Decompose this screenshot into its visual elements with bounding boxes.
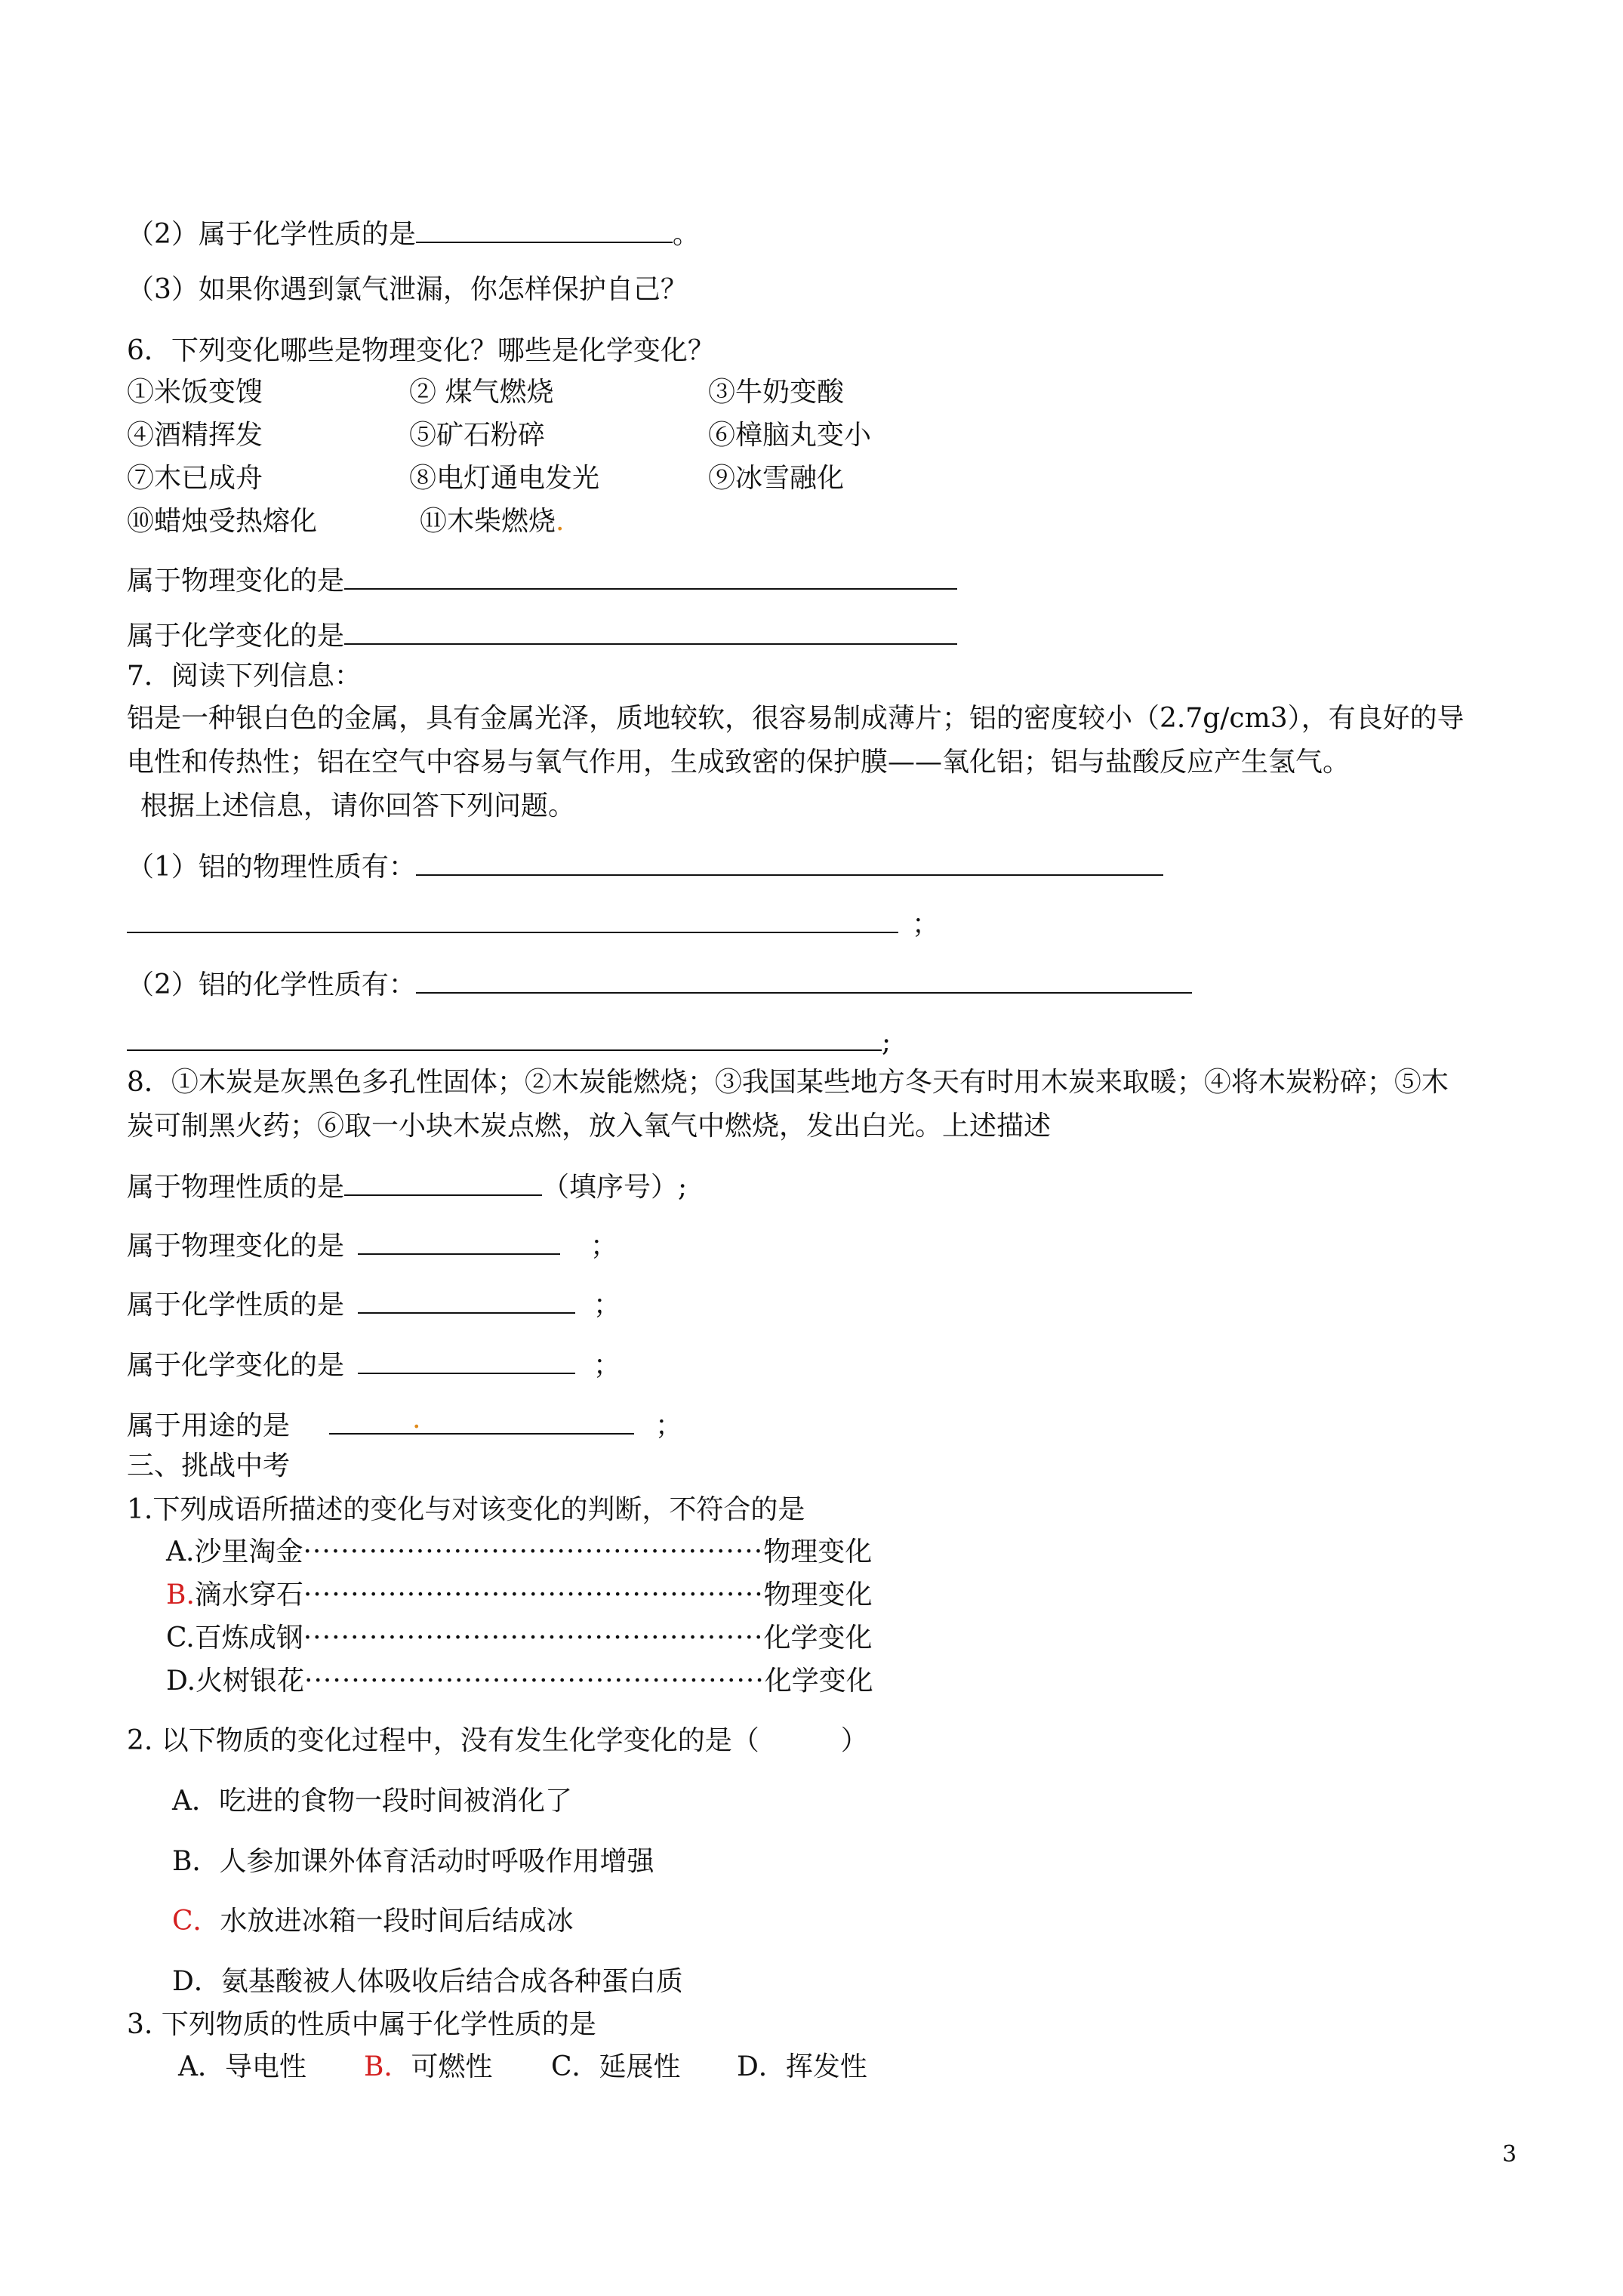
s3-q3-title: 3. 下列物质的性质中属于化学性质的是 [127,2009,596,2040]
s3-q1-option: A.沙里淘金·················································物理变化 [166,1536,873,1567]
q5-line-3: （3）如果你遇到氯气泄漏，你怎样保护自己？ [127,274,688,305]
s3-q3-option: C．延展性 [551,2051,681,2082]
q7-answer-1: （1）铝的物理性质有： [127,849,1163,884]
answer-blank[interactable] [358,1347,575,1374]
answer-blank[interactable] [358,1228,560,1255]
q6-chemical-answer: 属于化学变化的是 [127,618,957,653]
s3-q3-option: D．挥发性 [737,2051,867,2082]
s3-q1-option: D.火树银花·················································化学变化 [166,1666,873,1697]
answer-blank[interactable] [127,906,898,933]
q6-item: ⑤矿石粉碎 [409,420,546,451]
answer-blank[interactable] [416,849,1163,876]
q6-item: ⑪木柴燃烧. [420,506,565,537]
q6-item: ⑥樟脑丸变小 [708,420,872,451]
q7-title: 7．阅读下列信息： [127,661,362,692]
page-number: 3 [1502,2141,1517,2168]
q6-physical-answer: 属于物理变化的是 [127,562,957,598]
s3-q2-option: A．吃进的食物一段时间被消化了 [172,1786,573,1817]
answer-blank[interactable] [344,562,957,590]
answer-blank[interactable] [344,618,957,645]
q8-chemical-change: 属于化学变化的是 ； [127,1347,621,1382]
q8-line: 炭可制黑火药；⑥取一小块木炭点燃，放入氧气中燃烧，发出白光。上述描述 [127,1111,1052,1142]
q8-line: 8．①木炭是灰黑色多孔性固体；②木炭能燃烧；③我国某些地方冬天有时用木炭来取暖；④将木炭粉碎；⑤木 [127,1067,1449,1098]
answer-blank[interactable]: . [329,1407,634,1435]
q7-answer-1-cont: ； [127,906,939,942]
q7-answer-2: （2）铝的化学性质有： [127,966,1192,1002]
answer-blank[interactable] [358,1287,575,1314]
q8-usage: 属于用途的是 . ； [127,1404,683,1441]
answer-blank[interactable] [416,966,1192,994]
s3-q2-option: D．氨基酸被人体吸收后结合成各种蛋白质 [172,1966,683,1997]
s3-q3-option: B．可燃性 [364,2051,493,2082]
q8-physical-property: 属于物理性质的是 （填序号）; [127,1169,687,1204]
answer-blank[interactable] [416,216,673,243]
q5-line-2: （2）属于化学性质的是 。 [127,216,700,251]
section-3-title: 三、挑战中考 [127,1450,291,1481]
q7-paragraph-line: 电性和传热性；铝在空气中容易与氧气作用，生成致密的保护膜——氧化铝；铝与盐酸反应产生氢气。 [127,747,1350,778]
q6-item: ⑩蜡烛受热熔化 [127,506,318,537]
s3-q2-option: C．水放进冰箱一段时间后结成冰 [172,1906,574,1937]
s3-q1-option: C.百炼成钢·················································化学变化 [166,1623,873,1653]
s3-q1-option: B.滴水穿石·················································物理变化 [166,1579,873,1610]
q8-chemical-property: 属于化学性质的是 ； [127,1287,621,1322]
q6-item: ⑨冰雪融化 [708,463,845,494]
q8-physical-change: 属于物理变化的是 ； [127,1228,617,1263]
q6-item: ①米饭变馊 [127,377,263,408]
q6-item: ④酒精挥发 [127,420,263,451]
q6-title: 6．下列变化哪些是物理变化？哪些是化学变化？ [127,335,715,366]
q6-item: ⑦木已成舟 [127,463,263,494]
q6-item: ③牛奶变酸 [708,377,845,408]
s3-q1-title: 1.下列成语所描述的变化与对该变化的判断，不符合的是 [127,1494,805,1525]
s3-q2-option: B．人参加课外体育活动时呼吸作用增强 [172,1846,654,1877]
q7-instruction: 根据上述信息，请你回答下列问题。 [140,791,576,821]
s3-q3-option: A．导电性 [178,2051,307,2082]
q6-item: ⑧电灯通电发光 [409,463,600,494]
answer-blank[interactable] [344,1169,542,1196]
q7-paragraph-line: 铝是一种银白色的金属，具有金属光泽，质地较软，很容易制成薄片；铝的密度较小（2.7g/cm3），有良好的导 [127,703,1464,734]
q6-item: ② 煤气燃烧 [409,377,554,408]
s3-q2-title: 2. 以下物质的变化过程中，没有发生化学变化的是（ ） [127,1725,868,1756]
answer-blank[interactable] [127,1024,882,1051]
q7-answer-2-cont: ; [127,1024,891,1059]
